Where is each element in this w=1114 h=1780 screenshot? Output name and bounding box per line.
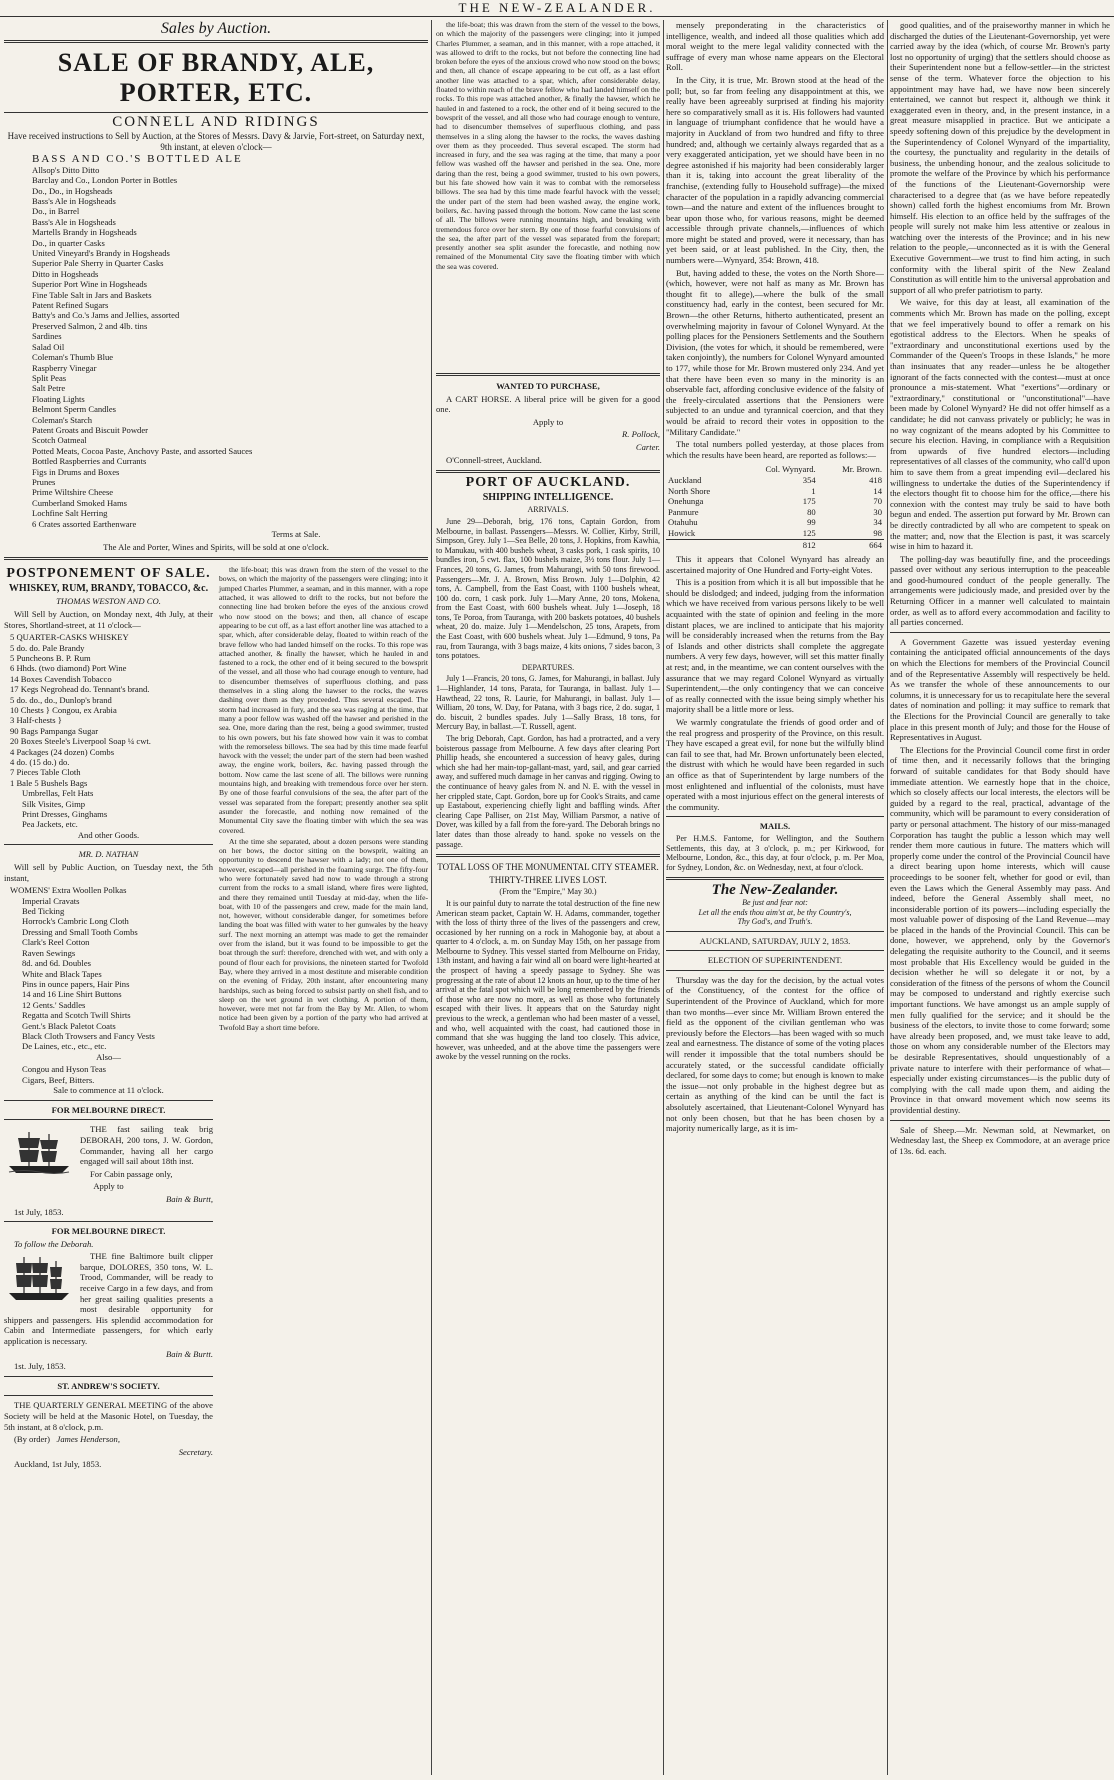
postponement-intro: Will Sell by Auction, on Monday next, 4th July, at their Stores, Shortland-street, at 11 o'clock— <box>4 608 213 630</box>
divider <box>4 1221 213 1222</box>
table-cell: 30 <box>873 506 882 517</box>
divider <box>436 373 660 376</box>
table-cell: North Shore <box>668 485 711 496</box>
follow-note: To follow the Deborah. <box>14 1238 94 1249</box>
list-item: Pea Jackets, etc. <box>22 819 78 830</box>
editorial-paragraph: A Government Gazette was issued yesterday evening containing the anticipated official announcements of the days on which the Elections for members of the Provincial Council and of the Representative Assembly will respectively be held. As we transfer the whole of these announcements to our columns, it is unnecessary for us to recapitulate here the several dates of nomination and polling: it may suffice to remark that the Elections for the Provincial Council are generally to take place in this present month of July; and those for the House of Representatives in August. <box>890 636 1110 743</box>
table-cell: 125 <box>802 527 816 538</box>
table-cell: 98 <box>873 527 882 538</box>
contact-name: R. Pollock, <box>622 429 660 440</box>
divider <box>666 970 884 971</box>
editorial-paragraph: We waive, for this day at least, all examination of the comments which Mr. Brown has made on the polling, except that we feel imperatively bound to offer a remark on his egotistical address to the Electors. When he speaks of "extraordinary and unconstitutional exertions used by the Commander of the Queen's Troops in these Islands," he more than insinuates that any reader—unless he be altogether ignorant of the facts connected with the contest—must at once pronounce a mis-statement. What "exertions"—ordinary or "extraordinary," constitutional or "unconstitutional"—have been made by Colonel Wynyard? He did not offer himself as a candidate; he did not canvass privately or publicly; he was in no way cognizant of the means adopted by his Committee to secure his election. Having, in compliance with a Requisition from upwards of five hundred electors—including representatives of all classes of the community, who call'd upon him to save them from a great impending evil—declared his willingness to undertake the duties of the Superintendency if the electors thought fit to choose him for the office,—there his connexion with the contest may truly be said to have both begun and ended. The assertion put forward by Mr. Brown can be directly contradicted by all who are competent to speak on the matter; and, now that the Election is past, it was scarcely wise in him to hazard it. <box>890 297 1110 552</box>
issue-date: AUCKLAND, SATURDAY, JULY 2, 1853. <box>699 935 851 946</box>
list-item: And other Goods. <box>77 829 140 840</box>
port-title: PORT OF AUCKLAND. <box>465 475 631 491</box>
table-row <box>666 475 884 486</box>
list-item: BASS AND CO.'S BOTTLED ALE <box>32 153 243 166</box>
list-item: Do., in Barrel <box>32 206 80 217</box>
divider <box>666 950 884 951</box>
list-item: Lochfine Salt Herring <box>32 508 108 519</box>
divider <box>436 854 660 857</box>
list-item: Martells Brandy in Hogsheads <box>32 227 137 238</box>
list-item: Dressing and Small Tooth Combs <box>22 926 138 937</box>
list-item: Do., in quarter Casks <box>32 237 105 248</box>
list-item: 7 Pieces Table Cloth <box>10 767 81 778</box>
list-item: 5 Puncheons B. P. Rum <box>10 652 91 663</box>
melbourne-body: THE fast sailing teak brig DEBORAH, 200 tons, J. W. Gordon, Commander, having all her cargo engaged will sail about 18th inst. <box>80 1124 213 1167</box>
wanted-title: WANTED TO PURCHASE, <box>496 381 600 391</box>
mails-body: Per H.M.S. Fantome, for Wellington, and the Southern Settlements, this day, at 3 o'clock, p. m.; per Kirkwood, for Melbourne, London, &c., this day, at four o'clock, p. m. Per Moa, for Sydney, London, &c. on Wednesday, next, at four o'clock. <box>666 833 884 872</box>
list-item: Superior Pale Sherry in Quarter Casks <box>32 258 164 269</box>
loss-subtitle: THIRTY-THREE LIVES LOST. <box>489 874 607 885</box>
list-item: United Vineyard's Brandy in Hogsheads <box>32 248 170 259</box>
column-2 <box>436 20 660 1775</box>
list-item: 6 Hhds. (two diamond) Port Wine <box>10 663 127 674</box>
table-cell: 354 <box>802 474 816 485</box>
list-item: Gent.'s Black Paletot Coats <box>22 1020 116 1031</box>
table-cell: 812 <box>802 539 816 550</box>
list-item: Do., Do., in Hogsheads <box>32 185 113 196</box>
editorial-paragraph: good qualities, and of the praiseworthy manner in which he discharged the duties of the Lieutenant-Governorship, yet were carried away by the idea (which, of course Mr. Brown's party lost no opportunity of urging) that the settlers should choose as their Superintendent none but a fellow-settler—in the strictest sense of the term. Whatever force the objection to his appointment may have had, we have now been sincerely entertained, we cannot but respect it, although we think it exaggerated even in theory, and, in the present instance, in a great measure misapplied in practice. But we anticipate a speedy softening down of this prejudice by the development in the Superintendency of Colonel Wynyard of the impartiality, the courtesy, the punctuality and regularity in the details of business, the unbending honour, and the zealous solicitude to promote the welfare of the Province by which his performance of the functions of the Lieutenant-Governorship were characterised to a degree that (as we have before repeatedly shown) called forth the highest encomiums from Mr. Brown himself. His election to an office held by the suffrages of the people will surely not make him less attentive or zealous in watching over the interests of the Province; and in his new relation to the people,—unconnected as it is with the General Executive Government—we trust to find him acting, in such conformity with the liberal spirit of the New Zealand Constitution as will entitle him to the universal approbation and support of all who prefer patriotism to party. <box>890 20 1110 295</box>
list-item: Fine Table Salt in Jars and Baskets <box>32 289 152 300</box>
wreck-story-continued: the life-boat; this was drawn from the stern of the vessel to the bows, on which the majority of the passengers were clinging; into it jumped Charles Plummer, a seaman, and in this manner, with a rope attached, it was allowed to drift to the rocks, but not before the connecting line had broken before the eyes of the anxious crowd who now stood on the bows; and then, all chance of escape appearing to be cut off, as a last effort another line was attached to a spar, which, after considerable delay, floated to within reach of the brave fellow who had landed himself on the rocks. To this rope was attached another, & finally the hawser, which he hauled in and fastened to a rock, the other end of it being secured to the bowsprit of the vessel, and all those who had courage enough to venture, had to disencumber themselves of superfluous clothing, and pass themselves in a sling along the hawser to the rocks, the waves dashing over them as they proceeded. Thus several escaped. The storm had increased in fury, and the sea was raging at the time, that many a poor fellow was washed off the hawser and perished in the sea. One, more daring than the rest, being a good swimmer, trusted to his own powers, but his fate showed how vain it was to combat with the remorseless billows. The sea had by this time made fearful havock with the vessel; the under part of the stern had been washed away, the engine work, boilers, &c. having passed through the bottom. Now came the last scene of all. The billows were running mountains high, and breaking with tremendous force over her stern. By one of those fearful convulsions of the sea, the after part of the vessel was separated from the forepart; presently another sea split asunder the forecastle, and nothing now remained of the Monumental City save the floating timber with which the sea was covered. <box>219 565 428 835</box>
loss-body: It is our painful duty to narrate the total destruction of the fine new American steam packet, Captain W. H. Adams, commander, together with the loss of thirty three of the lives of the passengers and crew, occasioned by her running on a rock in Mahogonie bay, at about a quarter to 4 o'clock, a. m. on Sunday May 15th, on her passage from Melbourne to Sydney. This vessel started from Melbourne on Friday, 13th instant, and having a fair wind all on board were light-hearted at the prospect of having a speedy passage to Sydney. She was progressing at the rate of about 12 knots an hour, up to the time of her arrival at the fatal spot which will be long remembered by the friends of those who are now no more, as well as those who fortunately escaped with their lives. It appears that on the Saturday night previous to the wreck, a gentleman who had been master of a vessel, and who, well acquainted with the coast, had cautioned those in command that she was hugging the land too closely. This advice, however, was unheeded, and at the above time the passengers were awoke by the vessel running on the rocks. <box>436 898 660 1062</box>
list-item: Figs in Drums and Boxes <box>32 466 120 477</box>
election-title: ELECTION OF SUPERINTENDENT. <box>707 955 843 966</box>
list-item: Patent Groats and Biscuit Powder <box>32 424 148 435</box>
table-row <box>666 528 884 539</box>
list-item: 4 Packages (24 dozen) Combs <box>10 746 115 757</box>
list-item: 14 and 16 Line Shirt Buttons <box>22 989 122 1000</box>
terms: Terms at Sale. <box>271 529 321 539</box>
apply-label: Apply to <box>93 1181 124 1192</box>
paper-motto: Be just and fear not: Let all the ends thou aim'st at, be thy Country's, Thy God's, and Truth's. <box>698 897 852 927</box>
agent-name: Bain & Burtt. <box>165 1348 213 1359</box>
editorial-paragraph: The polling-day was beautifully fine, and the proceedings passed over without any serious interruption to the peaceable and good-humoured conduct of the people generally. The arrangements were judiciously made, and presided over by the Returning Officer in a manner well calculated to maintain order, as well as to afford every accommodation and facility to all parties concerned. <box>890 553 1110 628</box>
loss-source: (From the "Empire," May 30.) <box>499 887 597 897</box>
list-item: Salt Petre <box>32 383 66 394</box>
auctioneer-name: THOMAS WESTON AND CO. <box>56 596 161 607</box>
table-header <box>666 464 736 475</box>
section-heading: Sales by Auction. <box>160 20 272 37</box>
editorial-paragraph: But, having added to these, the votes on the North Shore—(which, however, were not half as many as Mr. Brown has thought fit to allege),—where the bulk of the small constituency had, early in the contest, been secured for Mr. Brown—the other Returns, hitherto authenticated, present an overwhelming majority in favour of Colonel Wynyard. At the polling places for the Pensioners Settlements and the Southern Division, (the votes for which, it should be remembered, were taken conjointly), the numbers for Colonel Wynyard amounted to 177, while those for Mr. Brown mustered only 234. And yet that there have been even so many in the minority is an observable fact, affording conclusive evidence of the falsity of the freely-circulated assertions that the Pensioners were subjected to an undue and tyrannical coercion, and that they would be afraid to record their votes in opposition to the "Military Candidate." <box>666 267 884 437</box>
table-header-row <box>666 464 884 475</box>
divider <box>4 1395 213 1396</box>
divider <box>666 877 884 880</box>
table-cell: 34 <box>873 517 882 528</box>
list-item: Black Cloth Trowsers and Fancy Vests <box>22 1030 155 1041</box>
list-item: 5 do. do., do., Dunlop's brand <box>10 694 112 705</box>
table-row <box>666 486 884 497</box>
list-item: 90 Bags Pampanga Sugar <box>10 725 99 736</box>
column-rule <box>663 20 664 1775</box>
editorial-paragraph: The Elections for the Provincial Council come first in order of time then, and it necessarily follows that the bringing forward of suitable candidates for that Body should have immediate attention. We earnestly hope that in the choice, which so closely affects our local interests, the electors will be guided by a regard to the real, practical, advantage of the community, which will be paramount to every consideration of party or personal attachment. The history of our miss-managed Corporation has taught the public a lesson which may well render them more cautious in future. The matters which will properly come under the control of the Provincial Council have a direct bearing upon home interests, which will cause proceedings to be sooner felt, whether for good or evil, than even the Laws which the General Assembly may pass. And indeed, before the General Assembly shall meet, no inconsiderable portion of its powers—including especially the most valuable power of disposing of the Land Revenue—may be placed in the hands of the Provincial Council. This can be done, however, we apprehend, only by the Governor's delegating the requisite authority to the Council, and it seems most probable that His Excellency would be guided in the decision whether he will so delegate it or not, by a consideration of the fitness of the persons of whom the Council may be composed to understand and rightly exercise such important functions. We have amongst us an ample supply of men fully qualified for the service; and it should be the business of the electors, to invite those to come forward; some have already been proposed, and, we must take leave to add, those on whom any considerable number of the Electors may be desirable Representatives, should unquestionably of a private nature to interfere with their performance of what—especially under existing circumstances—is the public duty of complying with the call made upon them, and aiding the Province in that onward movement which now seems its providential destiny. <box>890 744 1110 1115</box>
society-title: ST. ANDREW'S SOCIETY. <box>57 1380 160 1391</box>
poll-results-table <box>666 464 884 550</box>
table-cell: Auckland <box>668 474 702 485</box>
list-item: White and Black Tapes <box>22 968 102 979</box>
editorial-paragraph: This is a position from which it is all but impossible that he should be dislodged; and indeed, judging from the information which we have received from various persons likely to be well acquainted with the state of opinion and feeling in the more distant places, we are inclined to anticipate that his majority will be considerably increased when the returns from the Bay of Islands and other districts shall complete the aggregate numbers. A very few days, however, will set this matter finally at rest; and, in the meantime, we can content ourselves with the assurance that we may regard Colonel Wynyard as virtually Superintendent,—the only contingency that we can conceive of as really connected with the issue being simply whether his majority shall be a little more or less. <box>666 577 884 715</box>
divider <box>666 816 884 817</box>
melbourne-body: THE fine Baltimore built clipper barque, DOLORES, 350 tons, W. L. Trood, Commander, will be ready to receive Cargo in a few days, and from her great sailing qualities presents a most desirable opportunity for shippers and passengers. His splendid accommodation for Cabin and Intermediate passengers, for which early application is necessary. <box>4 1251 213 1347</box>
list-item: Preserved Salmon, 2 and 4lb. tins <box>32 320 148 331</box>
society-body: THE QUARTERLY GENERAL MEETING of the above Society will be held at the Masonic Hotel, on Tuesday, the 5th instant, at 8 o'clock, p.m. <box>4 1400 213 1432</box>
list-item: 12 Gents.' Saddles <box>22 999 86 1010</box>
list-item: Imperial Cravats <box>22 895 80 906</box>
list-item: Bed Ticking <box>22 906 65 917</box>
list-item: Sardines <box>32 331 62 342</box>
loss-title: TOTAL LOSS OF THE MONUMENTAL CITY STEAMER. <box>437 862 659 873</box>
divider <box>4 1100 213 1101</box>
table-cell: Panmure <box>668 506 699 517</box>
list-item: Ditto in Hogsheads <box>32 268 99 279</box>
editorial-paragraph: In the City, it is true, Mr. Brown stood at the head of the poll; but, so far from feeling any disappointment at this, we really have been agreeably surprised at finding his majority here so comparatively small as it is. His followers had vaunted in language of triumphant confidence that he would have a majority in Auckland of from two hundred and fifty to three hundred; and, although we certainly always regarded that as a very exaggerated anticipation, yet we should have been in no degree astonished if his majority had been considerably larger than it is, taking into account the great liberality of the franchise, (extending fully to Household suffrage)—the mixed character of the population in a rapidly advancing commercial town—and the nature and extent of the influences brought to bear upon those who, for various reasons, might be deemed accessible through private channels,—influences of which more might be stated and proved, were it necessary, than has yet been said, or at least published. In the City, then, the numbers were—Wynyard, 354: Brown, 418. <box>666 74 884 266</box>
divider <box>4 112 428 113</box>
table-cell: 70 <box>873 496 882 507</box>
list-item: Cigars, Beef, Bitters. <box>22 1074 95 1085</box>
list-item: 5 do. do. Pale Brandy <box>10 642 85 653</box>
divider <box>890 1120 1110 1121</box>
list-item: Barclay and Co., London Porter in Bottles <box>32 175 178 186</box>
wanted-ad <box>436 381 660 465</box>
column-1 <box>4 20 428 1775</box>
column-rule <box>431 20 432 1775</box>
list-item: Print Dresses, Ginghams <box>22 809 108 820</box>
melbourne-title: FOR MELBOURNE DIRECT. <box>51 1104 166 1115</box>
list-item: Patent Refined Sugars <box>32 300 109 311</box>
arrivals-list: June 29—Deborah, brig, 176 tons, Captain Gordon, from Melbourne, in ballast. Passengers—Messrs. W. Collier, Kirby, Strill, Simpson, Grey. July 1—Sea Belle, 20 tons, J. Hopkins, from Kawhia, to Manukau, with 400 bushels wheat, 3 casks pork, 1 cask spirits, 10 bundles iron, 5 cwt. flax, 100 bushels maize, 3½ tons flour. July 1—Frances, 20 tons, G. James, from Mahurangi, with 50 tons firewood. Passengers—Mr. J. A. Brown, Miss Brown. July 1—Dolphin, 42 tons, A. Campbell, from the East Coast, with 1100 bushels wheat, 100 do. corn, 1 cask pork. July 1—Mary Anne, 20 tons, Mokena, from the East Coast, with 600 bushels wheat. July 1—Joseph, 18 tons, Te Poroa, from Tauranga, with 200 baskets potatoes, 40 bushels wheat, 20 do. maize. July 1—Mendelschon, 25 tons, Arapets, from the East Coast, with 600 bushels wheat. July 1—Edmund, 9 tons, Pa rau, from Tauranga, with 3 bags maize, 4 kits onions, 7 sides bacon, 3 tons potatoes. <box>436 516 660 661</box>
table-row <box>666 517 884 528</box>
list-item: Superior Port Wine in Hogsheads <box>32 279 148 290</box>
list-item: Coleman's Starch <box>32 414 93 425</box>
table-cell: 99 <box>807 517 816 528</box>
divider <box>436 470 660 473</box>
contact-role: Carter. <box>635 441 660 452</box>
editorial-paragraph: The total numbers polled yesterday, at those places from which the results have been heard, are reported as follows:— <box>666 439 884 460</box>
divider <box>4 557 428 560</box>
divider <box>4 1376 213 1377</box>
postponement-title: POSTPONEMENT OF SALE. <box>6 566 211 582</box>
shipping-note: The brig Deborah, Capt. Gordon, has had a protracted, and a very boisterous passage from Melbourne. A few days after clearing Port Phillip heads, she encountered a succession of heavy gales, during which she had her main-top-gallant-mast, yard, sail, and gear carried away, and suffered much damage in her canvas and rigging. Owing to the continuance of heavy gales from N. and N. E. with the vessel in her crippled state, Capt. Gordon, bore up for Cook's Straits, and came up Eastabout, experiencing chiefly light and baffling winds. After clearing Cape Palliser, on 21st May, William Parsmor, a native of Dover, was killed by a fall from the fore-yard. The Deborah brings no later dates than those already to hand. spoke no vessels on the passage. <box>436 734 660 849</box>
list-item: 6 Crates assorted Earthenware <box>32 518 137 529</box>
list-item: 5 QUARTER-CASKS WHISKEY <box>10 632 129 643</box>
list-item: 17 Kegs Negrohead do. Tennant's brand. <box>10 684 150 695</box>
divider <box>4 40 428 43</box>
melbourne-passage: For Cabin passage only, <box>90 1168 173 1179</box>
news-item: Sale of Sheep.—Mr. Newman sold, at Newmarket, on Wednesday last, the Sheep ex Commodore, at an average price of 13s. 6d. each. <box>890 1124 1110 1156</box>
signer-role: Secretary. <box>178 1446 213 1457</box>
list-item: Silk Visites, Gimp <box>22 798 86 809</box>
two-column-ads <box>4 565 428 1472</box>
list-item: Congou and Hyson Teas <box>22 1064 106 1075</box>
sale-lots <box>4 154 428 529</box>
list-item: Bass's Ale in Hogsheads <box>32 216 116 227</box>
nathan-intro: Will sell by Public Auction, on Tuesday next, the 5th instant, <box>4 862 213 883</box>
departures-label: DEPARTURES. <box>521 662 575 672</box>
table-cell: 14 <box>873 485 882 496</box>
sale-intro: Have received instructions to Sell by Auction, at the Stores of Messrs. Davy & Jarvie, Fort-street, on Saturday next, 9th instant, at eleven o'clock— <box>7 131 425 152</box>
column-4 <box>890 20 1110 1775</box>
table-row <box>666 496 884 507</box>
divider <box>666 931 884 932</box>
table-header: Col. Wynyard. <box>765 464 816 475</box>
society-order <box>4 1434 213 1445</box>
table-cell: 80 <box>807 506 816 517</box>
list-item: Raspberry Vinegar <box>32 362 97 373</box>
list-item: Also— <box>96 1051 121 1062</box>
auctioneer-name: MR. D. NATHAN <box>78 849 139 860</box>
table-cell: Howick <box>668 527 696 538</box>
list-item: Split Peas <box>32 372 67 383</box>
column-rule <box>887 20 888 1775</box>
list-item: Raven Sewings <box>22 947 76 958</box>
masthead: THE NEW-ZEALANDER. <box>0 0 1114 17</box>
melbourne-title: FOR MELBOURNE DIRECT. <box>51 1226 166 1237</box>
list-item: Bottled Raspberries and Currants <box>32 456 147 467</box>
list-item: Floating Lights <box>32 393 85 404</box>
column-3 <box>666 20 884 1775</box>
list-item: Scotch Oatmeal <box>32 435 87 446</box>
list-item: 1 Bale 5 Bushels Bags <box>10 777 88 788</box>
ad-date: 1st July, 1853. <box>14 1206 64 1217</box>
table-cell <box>666 539 736 550</box>
list-item: Clark's Reel Cotton <box>22 937 90 948</box>
arrivals-label: ARRIVALS. <box>527 505 569 515</box>
list-item: Coleman's Thumb Blue <box>32 352 114 363</box>
list-item: Cumberland Smoked Hams <box>32 497 127 508</box>
list-item: 3 Half-chests } <box>10 715 62 726</box>
wanted-body: A CART HORSE. A liberal price will be given for a good one. <box>436 393 660 415</box>
list-item: Horrock's Cambric Long Cloth <box>22 916 129 927</box>
table-cell: 175 <box>802 496 816 507</box>
order-label: (By order) <box>14 1434 51 1445</box>
sailing-ship-icon <box>4 1126 74 1176</box>
list-item: Potted Meats, Cocoa Paste, Anchovy Paste, and assorted Sauces <box>32 445 253 456</box>
table-cell: 664 <box>869 539 882 550</box>
paper-flag: The New-Zealander. <box>711 882 839 899</box>
table-cell: Onehunga <box>668 496 704 507</box>
divider <box>4 844 213 845</box>
list-item: Salad Oil <box>32 341 65 352</box>
table-cell: 1 <box>811 485 816 496</box>
port-subtitle: SHIPPING INTELLIGENCE. <box>482 491 614 503</box>
table-row <box>666 507 884 518</box>
editorial-continued: mensely preponderating in the characteristics of intelligence, wealth, and indeed all those qualities which add moral weight to the mere legal validity connected with the suffrage of every man whose name appears on the Electoral Roll. <box>666 20 884 73</box>
auctioneer-name: CONNELL AND RIDINGS <box>112 113 320 130</box>
sale-title: SALE OF BRANDY, ALE, PORTER, ETC. <box>57 47 375 107</box>
list-item: Regatta and Scotch Twill Shirts <box>22 1010 131 1021</box>
sale-footer: The Ale and Porter, Wines and Spirits, will be sold at one o'clock. <box>103 541 329 552</box>
departures-list: July 1—Francis, 20 tons, G. James, for Mahurangi, in ballast. July 1—Highlander, 14 tons, Parata, for Tauranga, in ballast. July 1—Hawthead, 22 tons, R. Laurie, for Mahurangi, in ballast. July 1—William, 20 tons, W. Day, for Patana, with 3 bags rice, 2 do. sugar, 1 do. biscuit, 2 bundles spades. July 1—Sally Brass, 18 tons, for Mercury Bay, in ballast.—T. Russell, agent. <box>436 674 660 732</box>
table-header: Mr. Brown. <box>842 464 882 475</box>
list-item: Batty's and Co.'s Jams and Jellies, assorted <box>32 310 180 321</box>
list-item: 10 Chests } Congou, ex Arabia <box>10 705 117 715</box>
apply-label: Apply to <box>532 416 564 427</box>
list-item: Umbrellas, Felt Hats <box>22 788 94 799</box>
list-item: 8d. and 6d. Doubles <box>22 958 91 969</box>
list-item: 14 Boxes Cavendish Tobacco <box>10 673 112 684</box>
mails-title: MAILS. <box>759 821 791 832</box>
table-cell: 418 <box>869 474 882 485</box>
list-item: Prunes <box>32 476 56 487</box>
contact-address: O'Connell-street, Auckland. <box>446 454 542 465</box>
signer-name: James Henderson, <box>56 1434 120 1445</box>
sale-footer: Sale to commence at 11 o'clock. <box>53 1085 164 1096</box>
postponement-subtitle: WHISKEY, RUM, BRANDY, TOBACCO, &c. <box>8 582 209 594</box>
editorial-paragraph: We warmly congratulate the friends of good order and of the real progress and prosperity of the Province, on this result. They have escaped a great evil, for none but the wilfully blind can fail to see that, had Mr. Brown unfortunately been elected, the distrust with which he would have been regarded in such an office as that of Superintendent by large numbers of the most enlightened and influential of the colonists, must have operated with a most injurious effect on the general interests of the community. <box>666 717 884 812</box>
wreck-story-continued-2: At the time she separated, about a dozen persons were standing on her bows, the doctor sitting on the bowsprit, waiting an opportunity to descend the hawser with a lady; not one of them, however, escaped—all perished in the foaming surge. The fifty-four who were fortunately saved had now to wade through a strong current from the rocks to a small island, where fires were lighted, and there they remained until Tuesday at mid-day, when the life-boat, with 10 of the passengers and crew, made for the main land, not, however, without considerable danger, for sometimes before landing the boat was filled with water to her gunwales by the heavy surf. The next morning an attempt was made to get the remainder over from the island, but it was found to be impossible to get the boat through the surf: therefore, drenched with wet, and with only a pound of flour each for provisions, the nineteen started for Twofold Bay, where they arrived in a most destitute and miserable condition on the evening of Friday, 20th instant, after encountering many hardships, such as being forced to subsist partly on shell fish, and to sleep on the wet ground in wet clothing. A portion of them, however, were met not far from the Bay by Mr. Allen, to whom notice had been given by a portion of the party who had arrived at Twofold Bay a short time before. <box>219 836 428 1032</box>
divider <box>890 632 1110 633</box>
list-item: Pins in ounce papers, Hair Pins <box>22 978 130 989</box>
wreck-story-top: the life-boat; this was drawn from the stern of the vessel to the bows, on which the majority of the passengers were clinging; into it jumped Charles Plummer, a seaman, and in this manner, with a rope attached, it was allowed to drift to the rocks, but not before the connecting line had broken before the eyes of the anxious crowd who now stood on the bows; and then, all chance of escape appearing to be cut off, as a last effort another line was attached to a spar, which, after considerable delay, floated to within reach of the brave fellow who had landed himself on the rocks. To this rope was attached another, & finally the hawser, which he hauled in and fastened to a rock, the other end of it being secured to the bowsprit of the vessel, and all those who had courage enough to venture, had to disencumber themselves of superfluous clothing, and pass themselves in a sling along the hawser to the rocks, the waves dashing over them as they proceeded. Thus several escaped. The storm had increased in fury, and the sea was raging at the time, that many a poor fellow was washed off the hawser and perished in the sea. One, more daring than the rest, being a good swimmer, trusted to his own powers, but his fate showed how vain it was to combat with the remorseless billows. The sea had by this time made fearful havock with the vessel; the under part of the stern had been washed away, the engine work, boilers, &c. having passed through the bottom. Now came the last scene of all. The billows were running mountains high, and breaking with tremendous force over her stern. By one of those fearful convulsions of the sea, the after part of the vessel was separated from the forepart; presently another sea split asunder the forecastle, and nothing now remained of the Monumental City save the floating timber with which the sea was covered. <box>436 20 660 271</box>
table-total-row <box>666 539 884 550</box>
sailing-ship-icon <box>4 1253 74 1303</box>
ad-date: 1st. July, 1853. <box>14 1361 66 1372</box>
table-cell: Otahuhu <box>668 517 698 528</box>
divider <box>4 1119 213 1120</box>
story-continuation <box>436 20 660 368</box>
list-item: WOMENS' Extra Woollen Polkas <box>10 885 127 896</box>
editorial-paragraph: This it appears that Colonel Wynyard has already an ascertained majority of One Hundred and Forty-eight Votes. <box>666 554 884 575</box>
list-item: De Laines, etc., etc., etc. <box>22 1041 107 1052</box>
list-item: 4 do. (15 do.) do. <box>10 757 70 768</box>
election-body: Thursday was the day for the decision, by the actual votes of the Constituency, of the contest for the office of Superintendent of the Province of Auckland, which for more than two months—ever since Mr. William Brown entered the field as the opponent of the civilian gentleman who was previously before the Electors—has been waged with so much zeal and earnestness. The distance of some of the voting places will render it impossible that the total numbers should be accurately stated, or the successful candidate officially declared, for some days to come; but enough is known to make the issue—not only probable in the highest degree but as certain as anything of the kind can be until the fact is absolutely ascertained, that Lieutenant-Colonel Wynyard has not only been chosen, but that he has been chosen by a majority numerically large, as it is im- <box>666 974 884 1134</box>
list-item: Belmont Sperm Candles <box>32 404 117 415</box>
list-item: Prime Wiltshire Cheese <box>32 487 114 498</box>
list-item: 20 Boxes Steele's Liverpool Soap ¼ cwt. <box>10 736 151 747</box>
list-item: Bass's Ale in Hogsheads <box>32 196 116 206</box>
list-item: Allsop's Ditto Ditto <box>32 164 100 175</box>
ad-date: Auckland, 1st July, 1853. <box>14 1459 102 1470</box>
agent-name: Bain & Burtt, <box>165 1193 213 1204</box>
